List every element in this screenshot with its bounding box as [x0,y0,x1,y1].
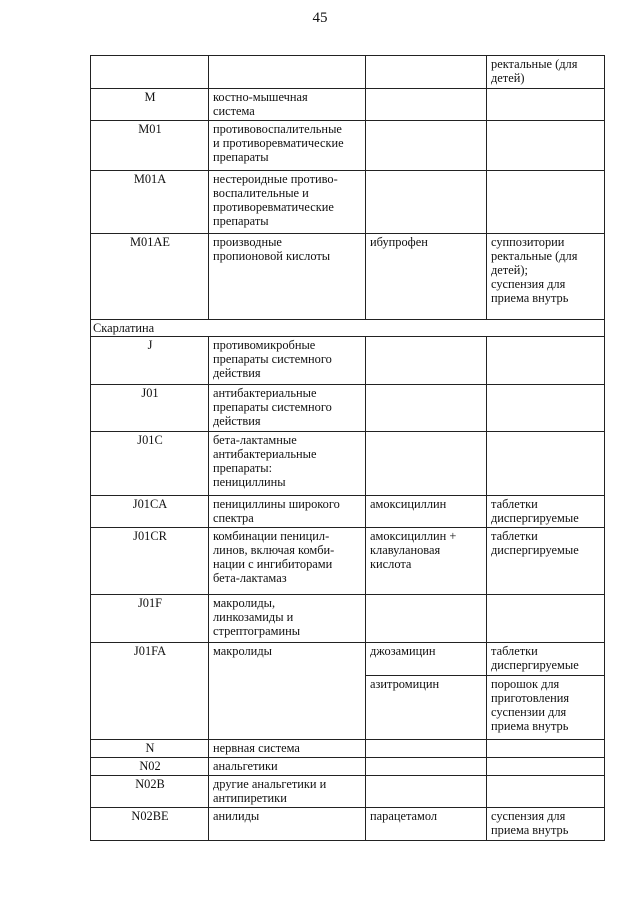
group-text: система [213,104,255,118]
substance-text: джозамицин [370,644,436,658]
substance-text: кислота [370,557,412,571]
form-text: суппозитории [491,235,565,249]
group-text: антибактериальные [213,386,317,400]
form-text: суспензия для [491,277,566,291]
group-cell [209,528,366,595]
substance-text: парацетамол [370,809,438,823]
group-text: бета-лактамаз [213,571,287,585]
form-cell [487,676,605,740]
group-text: макролиды [213,644,272,658]
group-cell [209,89,366,121]
substance-cell [366,496,487,528]
group-text: препараты [213,214,269,228]
code-cell [91,496,209,528]
form-cell [487,234,605,320]
form-cell [487,496,605,528]
code-cell [91,643,209,740]
group-text: линкозамиды и [213,610,294,624]
table-row [91,643,605,676]
form-text: приготовления [491,691,570,705]
code-cell [91,432,209,496]
code-text: N [145,741,155,755]
group-cell [209,808,366,841]
substance-cell [366,171,487,234]
group-cell [209,432,366,496]
code-text: M01A [133,172,167,186]
form-text: ректальные (для [491,249,578,263]
group-cell [209,171,366,234]
substance-cell [366,56,487,89]
substance-text: азитромицин [370,677,440,691]
form-text: диспергируемые [491,658,579,672]
code-text: J01CR [133,529,167,543]
table-row [91,171,605,234]
code-text: J01C [137,433,163,447]
substance-text: амоксициллин + [370,529,457,543]
substance-cell [366,740,487,758]
substance-cell [366,595,487,643]
table-row [91,740,605,758]
table-row [91,89,605,121]
code-cell [91,776,209,808]
code-cell [91,528,209,595]
substance-cell [366,528,487,595]
code-text: J01CA [132,497,168,511]
group-cell [209,385,366,432]
form-text: детей); [491,263,528,277]
form-cell [487,595,605,643]
group-text: другие анальгетики и [213,777,327,791]
group-text: спектра [213,511,254,525]
code-cell [91,808,209,841]
form-text: приема внутрь [491,719,569,733]
form-cell [487,121,605,171]
group-cell [209,758,366,776]
substance-cell [366,385,487,432]
substance-cell [366,643,487,676]
section-heading: Скарлатина [91,320,605,337]
group-text: пропионовой кислоты [213,249,331,263]
group-text: анальгетики [213,759,278,773]
form-cell [487,89,605,121]
group-cell [209,776,366,808]
group-text: антипиретики [213,791,287,805]
group-text: пенициллины [213,475,286,489]
group-cell [209,234,366,320]
form-text: диспергируемые [491,511,579,525]
code-text: J01FA [133,644,167,658]
substance-cell [366,432,487,496]
group-text: комбинации пеницил- [213,529,330,543]
table-row [91,385,605,432]
group-text: противовоспалительные [213,122,342,136]
table-row [91,496,605,528]
form-text: детей) [491,71,525,85]
substance-cell [366,121,487,171]
form-cell [487,740,605,758]
form-text: суспензия для [491,809,566,823]
group-text: препараты системного [213,352,332,366]
group-text: препараты системного [213,400,332,414]
group-cell [209,121,366,171]
code-text: N02BE [131,809,169,823]
table-row [91,776,605,808]
code-cell [91,56,209,89]
code-cell [91,171,209,234]
group-text: пенициллины широкого [213,497,340,511]
form-text: ректальные (для [491,57,578,71]
table-row [91,56,605,89]
form-cell [487,528,605,595]
table-row [91,595,605,643]
substance-cell [366,676,487,740]
code-text: J01 [141,386,159,400]
group-text: нервная система [213,741,300,755]
form-cell [487,776,605,808]
table-row [91,432,605,496]
group-text: костно-мышечная [213,90,308,104]
group-text: бета-лактамные [213,433,297,447]
group-text: макролиды, [213,596,276,610]
table-row [91,758,605,776]
code-cell [91,385,209,432]
group-text: противомикробные [213,338,316,352]
code-text: M01AE [130,235,170,249]
form-cell [487,432,605,496]
form-cell [487,758,605,776]
code-cell [91,121,209,171]
code-cell [91,337,209,385]
form-cell [487,808,605,841]
substance-text: ибупрофен [370,235,428,249]
group-text: противоревматические [213,200,334,214]
group-text: воспалительные и [213,186,309,200]
group-text: и противоревматические [213,136,344,150]
table-row [91,121,605,171]
group-text: линов, включая комби- [213,543,335,557]
code-cell [91,740,209,758]
form-text: таблетки [491,529,538,543]
table-row [91,320,605,337]
form-text: суспензии для [491,705,567,719]
group-cell [209,740,366,758]
group-cell [209,496,366,528]
substance-cell [366,89,487,121]
group-cell [209,643,366,740]
table-row [91,808,605,841]
table-row [91,337,605,385]
table-row [91,528,605,595]
substance-cell [366,337,487,385]
group-text: антибактериальные [213,447,317,461]
substance-cell [366,776,487,808]
group-text: анилиды [213,809,260,823]
group-text: нации с ингибиторами [213,557,333,571]
code-text: M [144,90,156,104]
form-text: таблетки [491,497,538,511]
form-text: приема внутрь [491,291,569,305]
code-text: N02 [139,759,161,773]
group-text: нестероидные противо- [213,172,338,186]
table-row [91,234,605,320]
substance-cell [366,758,487,776]
group-text: препараты [213,150,269,164]
form-cell [487,56,605,89]
code-cell [91,595,209,643]
drug-classification-table [90,55,605,841]
code-text: M01 [138,122,162,136]
group-text: препараты: [213,461,273,475]
form-text: таблетки [491,644,538,658]
group-text: действия [213,366,261,380]
form-cell [487,171,605,234]
group-text: производные [213,235,282,249]
form-cell [487,337,605,385]
substance-cell [366,808,487,841]
group-cell [209,337,366,385]
group-text: действия [213,414,261,428]
code-text: J [147,338,153,352]
table-body [91,56,605,841]
substance-text: амоксициллин [370,497,447,511]
group-text: стрептограмины [213,624,301,638]
substance-text: клавулановая [370,543,441,557]
code-cell [91,89,209,121]
page-number: 45 [312,10,328,26]
code-cell [91,758,209,776]
substance-cell [366,234,487,320]
group-cell [209,595,366,643]
form-text: диспергируемые [491,543,579,557]
code-text: N02B [135,777,165,791]
form-text: приема внутрь [491,823,569,837]
group-cell [209,56,366,89]
form-text: порошок для [491,677,560,691]
code-text: J01F [137,596,163,610]
form-cell [487,385,605,432]
form-cell [487,643,605,676]
code-cell [91,234,209,320]
